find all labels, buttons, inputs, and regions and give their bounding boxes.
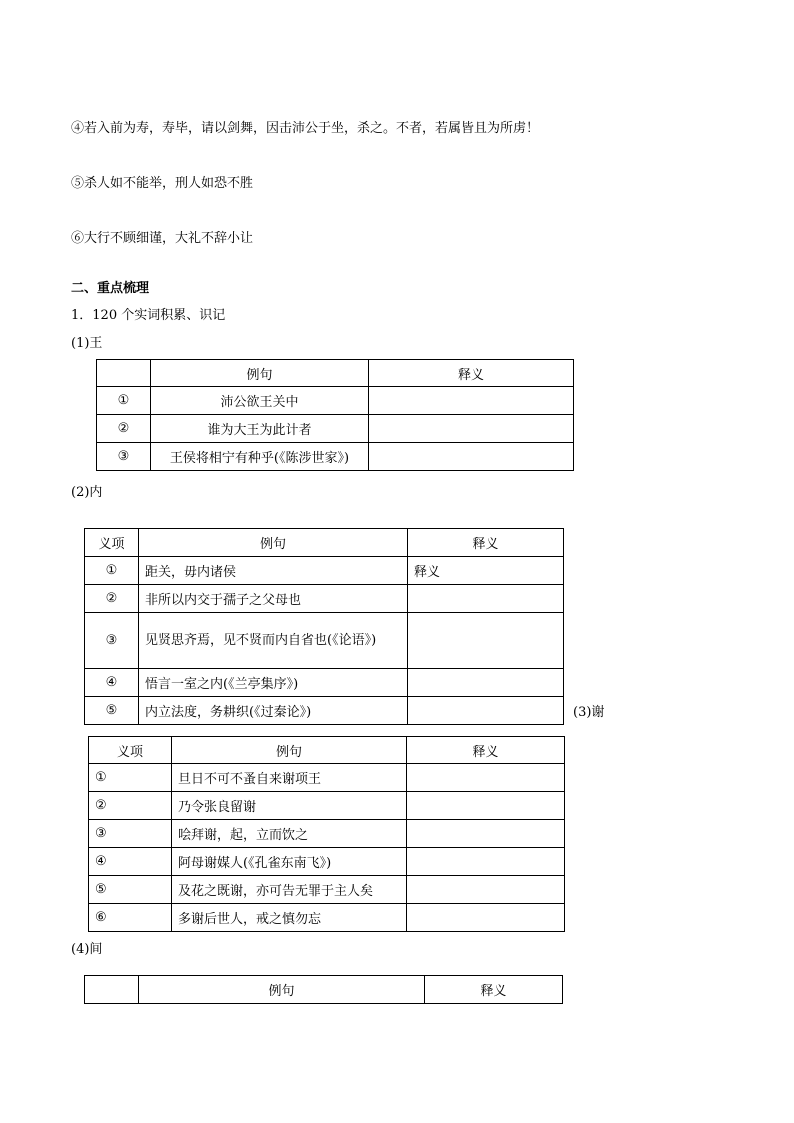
sentence-4: ④若入前为寿，寿毕，请以剑舞，因击沛公于坐，杀之。不者，若属皆且为所虏！ (71, 121, 540, 136)
header-cell-example: 例句 (139, 976, 425, 1004)
table-row (89, 792, 565, 820)
row-number: ③ (89, 820, 172, 848)
table-row (89, 764, 565, 792)
row-meaning (408, 585, 564, 613)
table-nei (84, 528, 564, 725)
row-example: 见贤思齐焉，见不贤而内自省也(《论语》) (139, 613, 408, 669)
table-jian (84, 975, 563, 1004)
header-cell-example: 例句 (139, 529, 408, 557)
row-example: 阿母谢媒人(《孔雀东南飞》) (172, 848, 407, 876)
table-row (89, 848, 565, 876)
table-row (85, 613, 564, 669)
table-row (97, 443, 574, 471)
row-meaning (407, 792, 565, 820)
row-example: 王侯将相宁有种乎(《陈涉世家》) (151, 443, 369, 471)
row-example: 沛公欲王关中 (151, 387, 369, 415)
row-example: 内立法度，务耕织(《过秦论》) (139, 697, 408, 725)
header-cell-blank (97, 360, 151, 387)
row-meaning (408, 697, 564, 725)
row-meaning (407, 904, 565, 932)
table-wang (96, 359, 574, 471)
row-example: 谁为大王为此计者 (151, 415, 369, 443)
row-meaning: 释义 (408, 557, 564, 585)
table-row (89, 904, 565, 932)
header-cell-meaning: 释义 (408, 529, 564, 557)
section-title: 二、重点梳理 (71, 281, 150, 296)
table-row (85, 557, 564, 585)
header-cell-meaning: 释义 (369, 360, 574, 387)
row-number: ② (89, 792, 172, 820)
table-row (97, 387, 574, 415)
subsection-title: 1．120 个实词积累、识记 (71, 308, 226, 323)
row-meaning (369, 387, 574, 415)
row-number: ③ (97, 443, 151, 471)
row-number: ① (89, 764, 172, 792)
row-example: 距关，毋内诸侯 (139, 557, 408, 585)
row-number: ④ (89, 848, 172, 876)
header-cell-meaning: 释义 (407, 737, 565, 764)
table-header-row (89, 737, 565, 764)
row-example: 哙拜谢，起，立而饮之 (172, 820, 407, 848)
header-cell-example: 例句 (172, 737, 407, 764)
table-wang-label: (1)王 (71, 336, 103, 351)
row-number: ④ (85, 669, 139, 697)
row-meaning (407, 764, 565, 792)
row-example: 悟言一室之内(《兰亭集序》) (139, 669, 408, 697)
row-meaning (408, 613, 564, 669)
row-meaning (369, 415, 574, 443)
table-row (85, 669, 564, 697)
table-jian-label: (4)间 (71, 942, 103, 957)
row-number: ⑤ (85, 697, 139, 725)
table-row (97, 415, 574, 443)
sentence-5: ⑤杀人如不能举，刑人如恐不胜 (71, 176, 254, 191)
sentence-6: ⑥大行不顾细谨，大礼不辞小让 (71, 231, 254, 246)
table-row (89, 820, 565, 848)
table-row (85, 585, 564, 613)
table-header-row (97, 360, 574, 387)
row-example: 多谢后世人，戒之慎勿忘 (172, 904, 407, 932)
row-example: 非所以内交于孺子之父母也 (139, 585, 408, 613)
row-meaning (408, 669, 564, 697)
table-header-row (85, 529, 564, 557)
header-cell-meaning: 释义 (425, 976, 563, 1004)
table-nei-label: (2)内 (71, 485, 103, 500)
row-number: ③ (85, 613, 139, 669)
header-cell-item: 义项 (85, 529, 139, 557)
row-meaning (407, 848, 565, 876)
row-meaning (369, 443, 574, 471)
header-cell-item: 义项 (89, 737, 172, 764)
table-row (85, 697, 564, 725)
row-number: ② (85, 585, 139, 613)
table-xie-label: (3)谢 (573, 705, 605, 720)
row-number: ① (97, 387, 151, 415)
row-number: ① (85, 557, 139, 585)
table-xie (88, 736, 565, 932)
table-row (89, 876, 565, 904)
row-number: ⑥ (89, 904, 172, 932)
row-meaning (407, 820, 565, 848)
row-example: 及花之既谢，亦可告无罪于主人矣 (172, 876, 407, 904)
row-number: ⑤ (89, 876, 172, 904)
row-example: 乃令张良留谢 (172, 792, 407, 820)
header-cell-example: 例句 (151, 360, 369, 387)
row-example: 旦日不可不蚤自来谢项王 (172, 764, 407, 792)
row-number: ② (97, 415, 151, 443)
table-header-row (85, 976, 563, 1004)
header-cell-blank (85, 976, 139, 1004)
row-meaning (407, 876, 565, 904)
